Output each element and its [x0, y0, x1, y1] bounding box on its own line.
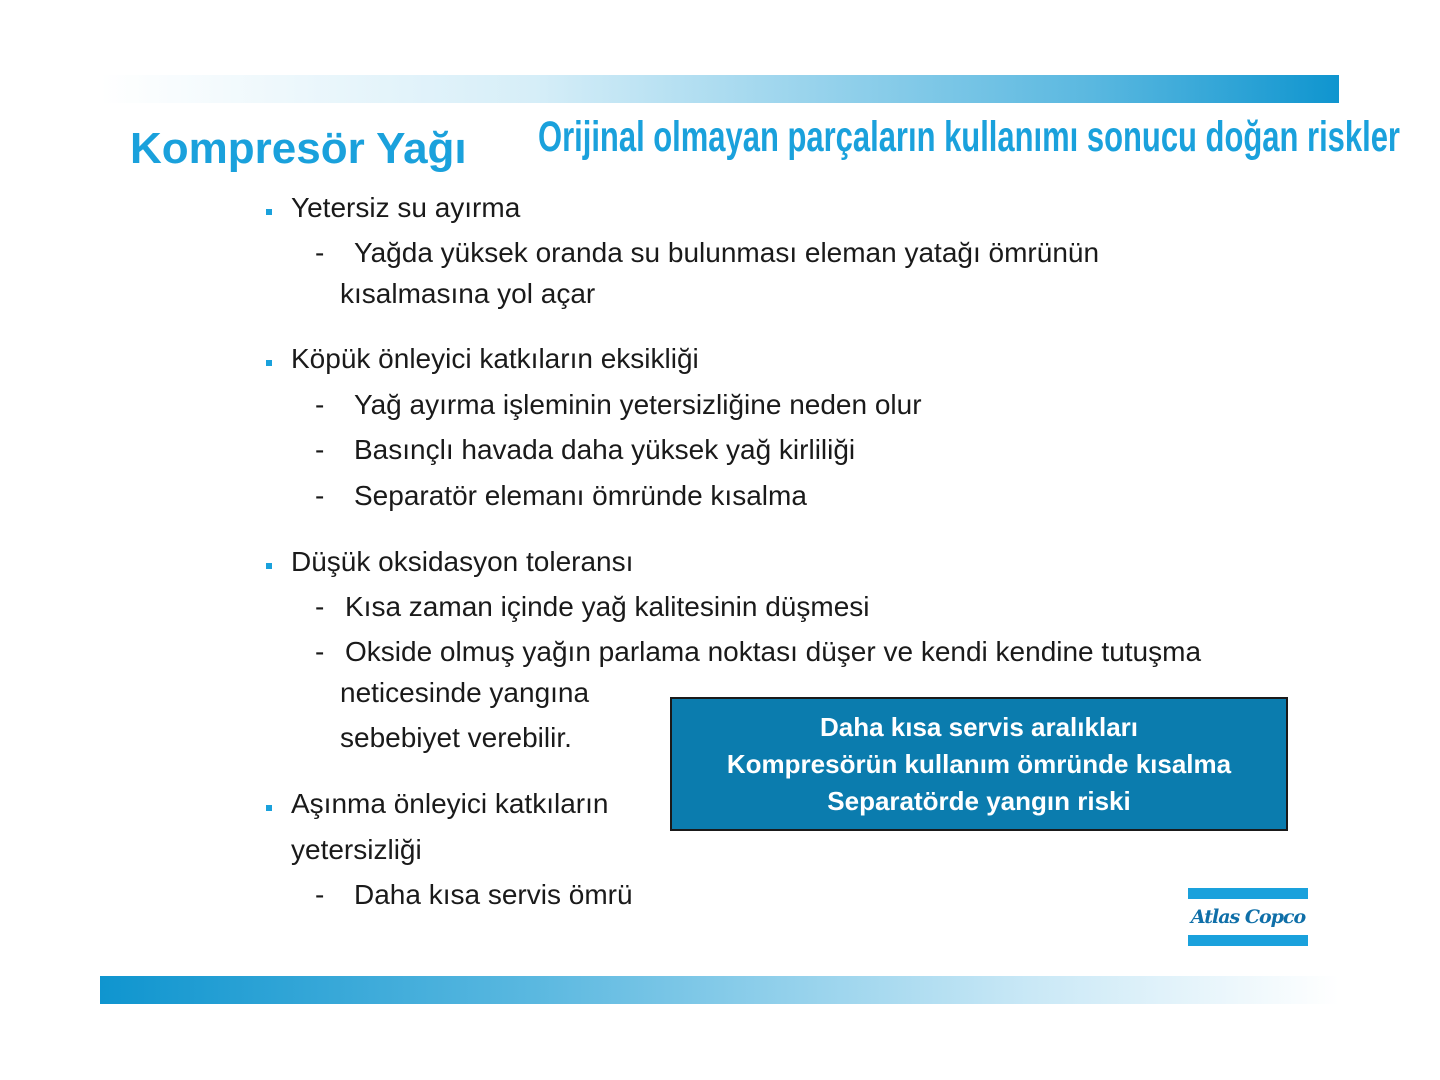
callout-line: Kompresörün kullanım ömründe kısalma	[726, 748, 1232, 779]
bottom-gradient-band	[100, 976, 1339, 1004]
bullet-text: Aşınma önleyici katkıların	[291, 788, 609, 819]
atlas-copco-logo	[1188, 888, 1308, 946]
page-title: Kompresör Yağı	[130, 124, 467, 173]
bullet-square-icon	[266, 563, 272, 569]
bullet-square-icon	[266, 805, 272, 811]
dash-marker: -	[315, 389, 325, 420]
bullet-text: Düşük oksidasyon toleransı	[291, 546, 634, 577]
dash-marker: -	[315, 434, 325, 465]
dash-marker: -	[315, 591, 325, 622]
page-subtitle: Orijinal olmayan parçaların kullanımı sonucu doğan riskler	[538, 113, 1400, 161]
callout-line: Daha kısa servis aralıkları	[819, 711, 1138, 742]
callout-box	[670, 697, 1288, 831]
sub-item: Basınçlı havada daha yüksek yağ kirliliği	[354, 434, 856, 465]
dash-marker: -	[315, 237, 325, 268]
sub-item: Kısa zaman içinde yağ kalitesinin düşmesi	[345, 591, 870, 622]
dash-marker: -	[315, 480, 325, 511]
bullet-text: Köpük önleyici katkıların eksikliği	[291, 343, 699, 374]
bullet-square-icon	[266, 360, 272, 366]
sub-item: Separatör elemanı ömründe kısalma	[354, 480, 807, 511]
bullet-text: yetersizliği	[291, 834, 422, 865]
sub-item: Yağ ayırma işleminin yetersizliğine neden olur	[354, 389, 922, 420]
sub-item: neticesinde yangına	[340, 677, 590, 708]
sub-item: sebebiyet verebilir.	[340, 722, 572, 753]
sub-item: Yağda yüksek oranda su bulunması eleman yatağı ömrünün	[354, 237, 1100, 268]
callout-line: Separatörde yangın riski	[827, 785, 1131, 816]
dash-marker: -	[315, 879, 325, 910]
top-gradient-band	[100, 75, 1339, 103]
sub-item: kısalmasına yol açar	[340, 278, 596, 309]
dash-marker: -	[315, 636, 325, 667]
logo-text: Atlas Copco	[1190, 906, 1306, 928]
sub-item: Okside olmuş yağın parlama noktası düşer ve kendi kendine tutuşma	[345, 636, 1202, 667]
sub-item: Daha kısa servis ömrü	[354, 879, 633, 910]
bullet-text: Yetersiz su ayırma	[291, 192, 521, 223]
logo-inner	[1188, 899, 1308, 935]
bullet-square-icon	[266, 209, 272, 215]
